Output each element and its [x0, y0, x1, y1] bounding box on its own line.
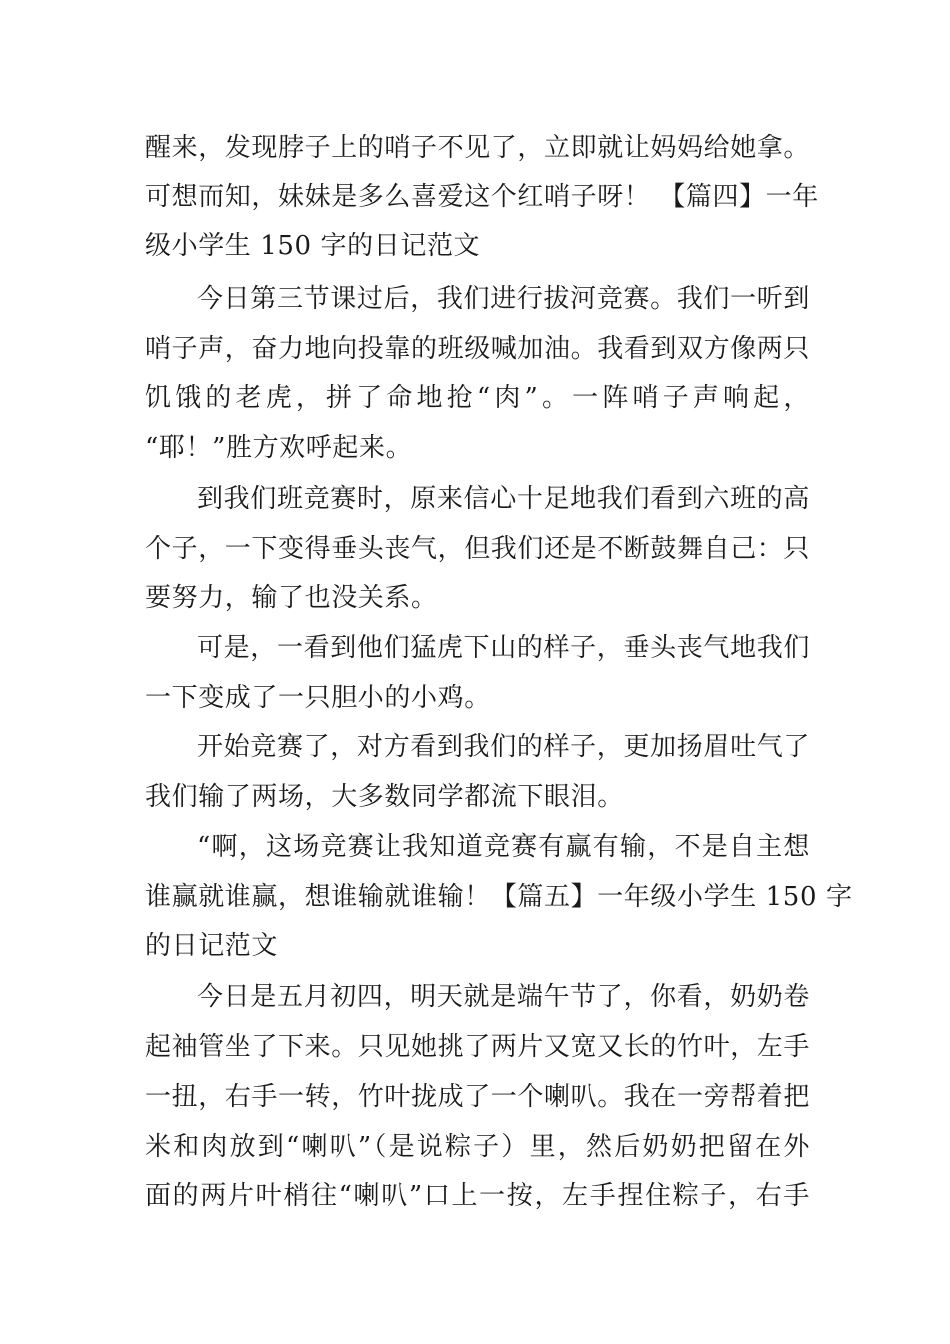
text-line: 我们输了两场，大多数同学都流下眼泪。 [145, 782, 624, 812]
text-line: 面的两片叶梢往“喇叭”口上一按，左手捏住粽子，右手 [145, 1181, 810, 1211]
paragraph-start-line: “啊，这场竞赛让我知道竞赛有赢有输，不是自主想 [197, 832, 810, 862]
text-line: 可想而知，妹妹是多么喜爱这个红哨子呀！ 【篇四】一年 [145, 182, 819, 212]
text-line: 级小学生 150 字的日记范文 [145, 231, 481, 261]
text-line: 要努力，输了也没关系。 [145, 583, 438, 613]
text-line: 一下变成了一只胆小的小鸡。 [145, 683, 491, 713]
text-line: 起袖管坐了下来。只见她挑了两片又宽又长的竹叶，左手 [145, 1032, 811, 1062]
paragraph-start-line: 到我们班竞赛时，原来信心十足地我们看到六班的高 [197, 484, 810, 514]
text-line: “耶！”胜方欢呼起来。 [145, 433, 413, 463]
text-line: 的日记范文 [145, 931, 279, 961]
text-line: 一扭，右手一转，竹叶拢成了一个喇叭。我在一旁帮着把 [145, 1082, 811, 1112]
paragraph-start-line: 可是，一看到他们猛虎下山的样子，垂头丧气地我们 [197, 633, 810, 663]
text-line: 饥饿的老虎，拼了命地抢“肉”。一阵哨子声响起， [145, 383, 810, 413]
text-line: 哨子声，奋力地向投靠的班级喊加油。我看到双方像两只 [145, 334, 811, 364]
paragraph-start-line: 开始竞赛了，对方看到我们的样子，更加扬眉吐气了 [197, 732, 810, 762]
paragraph-start-line: 今日第三节课过后，我们进行拔河竞赛。我们一听到 [197, 284, 810, 314]
paragraph-start-line: 今日是五月初四，明天就是端午节了，你看，奶奶卷 [197, 982, 810, 1012]
text-line: 个子，一下变得垂头丧气，但我们还是不断鼓舞自己：只 [145, 534, 811, 564]
text-line: 米和肉放到“喇叭”（是说粽子）里，然后奶奶把留在外 [145, 1132, 810, 1162]
text-line: 醒来，发现脖子上的哨子不见了，立即就让妈妈给她拿。 [145, 133, 811, 163]
text-line: 谁赢就谁赢，想谁输就谁输！【篇五】一年级小学生 150 字 [145, 882, 853, 912]
